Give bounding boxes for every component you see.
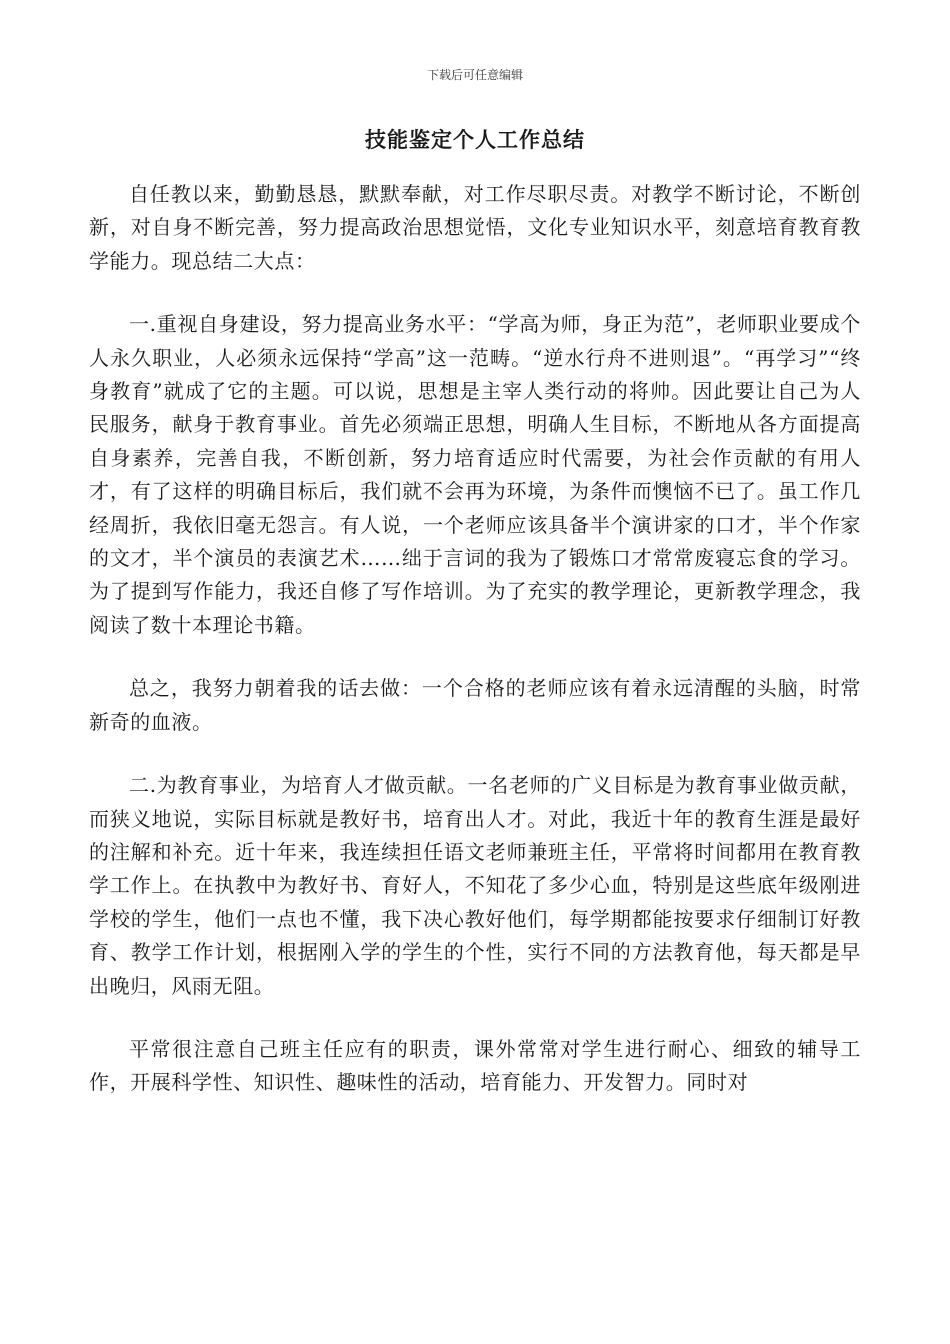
paragraph-summary: 总之，我努力朝着我的话去做：一个合格的老师应该有着永远清醒的头脑，时常新奇的血液。 [89, 676, 861, 734]
document-title: 技能鉴定个人工作总结 [365, 128, 585, 152]
header-note: 下载后可任意编辑 [426, 68, 523, 82]
paragraph-duties: 平常很注意自己班主任应有的职责，课外常常对学生进行耐心、细致的辅导工作，开展科学性、知识性、趣味性的活动，培育能力、开发智力。同时对 [89, 1036, 861, 1095]
paragraph-point-two: 二.为教育事业，为培育人才做贡献。一名老师的广义目标是为教育事业做贡献，而狭义地说，实际目标就是教好书，培育出人才。对此，我近十年的教育生涯是最好的注解和补充。近十年来，我连续担任语文老师兼班主任，平常将时间都用在教育教学工作上。在执教中为教好书、育好人，不知花了多少心血，特别是这些底年级刚进学校的学生，他们一点也不懂，我下决心教好他们，每学期都能按要求仔细制订好教育、教学工作计划，根据刚入学的学生的个性，实行不同的方法教育他，每天都是早出晚归，风雨无阻。 [89, 773, 861, 998]
paragraph-point-one: 一.重视自身建设，努力提高业务水平：“学高为师，身正为范”，老师职业要成个人永久职业，人必须永远保持“学高”这一范畴。“逆水行舟不进则退”。“再学习”“终身教育”就成了它的主题。可以说，思想是主宰人类行动的将帅。因此要让自己为人民服务，献身于教育事业。首先必须端正思想，明确人生目标，不断地从各方面提高自身素养，完善自我，不断创新，努力培育适应时代需要，为社会作贡献的有用人才，有了这样的明确目标后，我们就不会再为环境，为条件而懊恼不已了。虽工作几经周折，我依旧毫无怨言。有人说，一个老师应该具备半个演讲家的口才，半个作家的文才，半个演员的表演艺术……绌于言词的我为了锻炼口才常常废寝忘食的学习。为了提到写作能力，我还自修了写作培训。为了充实的教学理论，更新教学理念，我阅读了数十本理论书籍。 [89, 312, 861, 637]
paragraph-intro: 自任教以来，勤勤恳恳，默默奉献，对工作尽职尽责。对教学不断讨论，不断创新，对自身不断完善，努力提高政治思想觉悟，文化专业知识水平，刻意培育教育教学能力。现总结二大点： [89, 182, 861, 273]
document-body [89, 178, 861, 1130]
